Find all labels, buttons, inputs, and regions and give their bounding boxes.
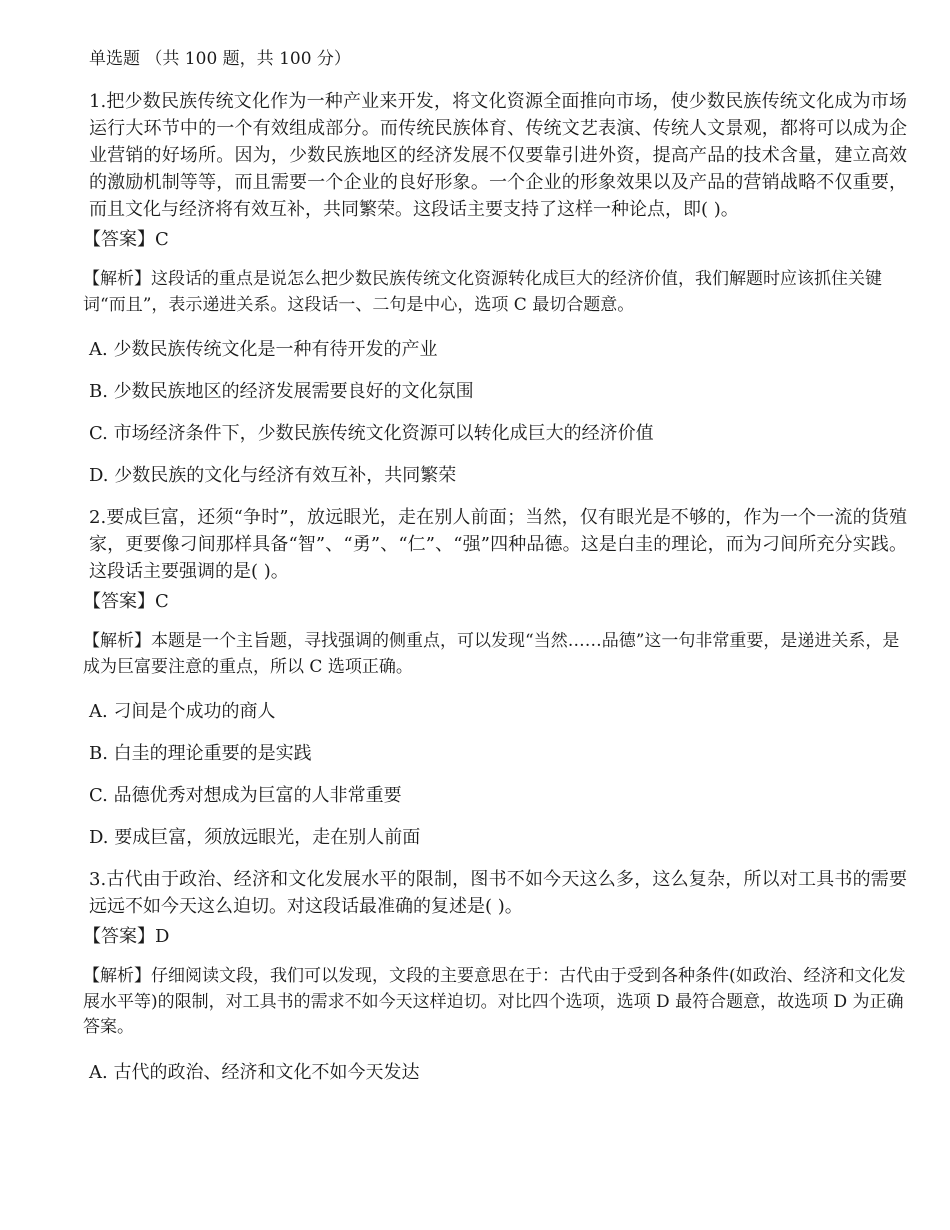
option-c: C. 市场经济条件下，少数民族传统文化资源可以转化成巨大的经济价值: [89, 423, 654, 444]
document-page: [83, 47, 907, 1101]
question-2: [83, 504, 907, 851]
option-b: B. 少数民族地区的经济发展需要良好的文化氛围: [89, 381, 474, 402]
question-1: [83, 88, 907, 489]
question-stem: 3.古代由于政治、经济和文化发展水平的限制，图书不如今天这么多，这么复杂，所以对工具书的需要远远不如今天这么迫切。对这段话最准确的复述是( )。: [89, 869, 907, 917]
question-stem: 2.要成巨富，还须“争时”，放远眼光，走在别人前面；当然，仅有眼光是不够的，作为一个一流的货殖家，更要像刁间那样具备“智”、“勇”、“仁”、“强”四种品德。这是白圭的理论，而为刁间所充分实践。这段话主要强调的是( )。: [89, 507, 907, 582]
option-a: A. 少数民族传统文化是一种有待开发的产业: [89, 339, 438, 360]
option-list: [89, 698, 907, 851]
option-list: [89, 336, 907, 489]
analysis-text: 【解析】仔细阅读文段，我们可以发现，文段的主要意思在于：古代由于受到各种条件(如政治、经济和文化发展水平等)的限制，对工具书的需求不如今天这样迫切。对比四个选项，选项 D 最符合题意，故选项 D 为正确答案。: [83, 966, 906, 1037]
answer-label: 【答案】C: [83, 229, 169, 250]
option-b: B. 白圭的理论重要的是实践: [89, 743, 312, 764]
option-d: D. 要成巨富，须放远眼光，走在别人前面: [89, 827, 421, 848]
question-3: [83, 866, 907, 1086]
section-header: 单选题 （共 100 题，共 100 分）: [89, 49, 351, 69]
answer-label: 【答案】C: [83, 591, 169, 612]
option-c: C. 品德优秀对想成为巨富的人非常重要: [89, 785, 402, 806]
option-d: D. 少数民族的文化与经济有效互补，共同繁荣: [89, 465, 457, 486]
analysis-text: 【解析】本题是一个主旨题，寻找强调的侧重点，可以发现“当然……品德”这一句非常重要，是递进关系，是成为巨富要注意的重点，所以 C 选项正确。: [83, 631, 900, 677]
option-list: [89, 1059, 907, 1086]
answer-label: 【答案】D: [83, 926, 170, 947]
option-a: A. 古代的政治、经济和文化不如今天发达: [89, 1061, 420, 1083]
option-a: A. 刁间是个成功的商人: [89, 701, 276, 722]
analysis-text: 【解析】这段话的重点是说怎么把少数民族传统文化资源转化成巨大的经济价值，我们解题时应该抓住关键词“而且”，表示递进关系。这段话一、二句是中心，选项 C 最切合题意。: [83, 269, 882, 315]
question-stem: 1.把少数民族传统文化作为一种产业来开发，将文化资源全面推向市场，使少数民族传统文化成为市场运行大环节中的一个有效组成部分。而传统民族体育、传统文艺表演、传统人文景观，都将可以成为企业营销的好场所。因为，少数民族地区的经济发展不仅要靠引进外资，提高产品的技术含量，建立高效的激励机制等等，而且需要一个企业的良好形象。一个企业的形象效果以及产品的营销战略不仅重要，而且文化与经济将有效互补，共同繁荣。这段话主要支持了这样一种论点，即( )。: [89, 91, 907, 220]
